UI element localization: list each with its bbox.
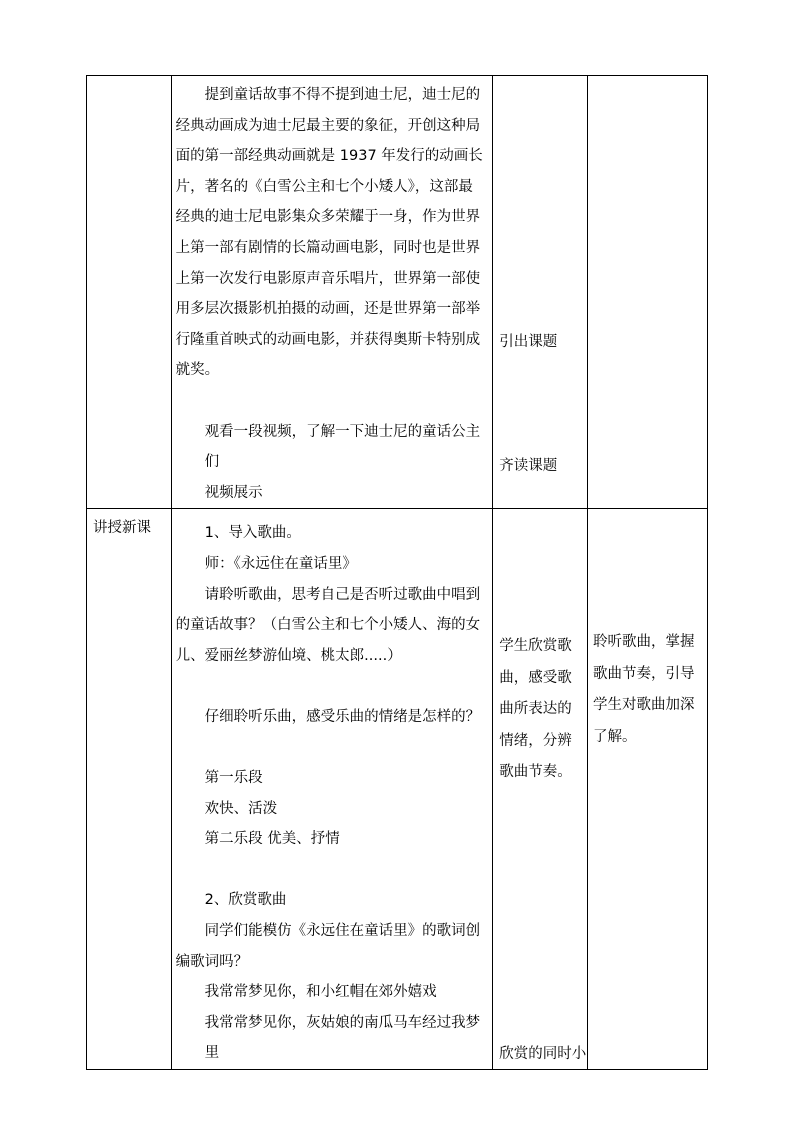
section-label [87,76,171,80]
teacher-activity-cell [171,76,493,509]
student-activity-text: 学生欣赏歌曲，感受歌曲所表达的情绪，分辨歌曲节奏。 [499,638,572,781]
student-activity-cell [493,509,588,1070]
question-paragraph: 同学们能模仿《永远住在童话里》的歌词创编歌词吗？ [175,923,481,970]
student-activity-text: 齐读课题 [499,458,558,474]
part-line: 第二乐段 优美、抒情 [204,831,340,848]
table-row [87,76,708,509]
section-label: 讲授新课 [93,520,151,537]
video-show-line: 视频展示 [204,484,263,501]
design-intent-cell [588,76,708,509]
design-intent-text: 聆听歌曲，掌握歌曲节奏，引导学生对歌曲加深了解。 [593,634,695,745]
teacher-activity-cell [171,509,493,1070]
lesson-plan-table [86,75,708,1070]
mood-line: 欢快、活泼 [204,800,278,817]
lyric-line: 我常常梦见你，灰姑娘的南瓜马车经过我梦里 [204,1014,481,1062]
question-line: 仔细聆听乐曲，感受乐曲的情绪是怎样的？ [204,708,481,725]
item-heading: 1、导入歌曲。 [204,525,301,542]
section-cell [87,509,172,1070]
lyric-line: 我常常梦见你，和小红帽在郊外嬉戏 [204,984,437,1001]
item-heading: 2、欣赏歌曲 [204,892,287,909]
teacher-line: 师：《永远住在童话里》 [204,555,357,572]
watch-video-line: 观看一段视频，了解一下迪士尼的童话公主们 [204,423,481,471]
intro-paragraph: 提到童话故事不得不提到迪士尼，迪士尼的经典动画成为迪士尼最主要的象征，开创这种局面的第一部经典动画就是 1937 年发行的动画长片，著名的《白雪公主和七个小矮人》，这部最经典的迪士尼电影集众多荣耀于一身，作为世界上第一部有剧情的长篇动画电影，同时也是世界上第一次发行电影原声音乐唱片，世界第一部使用多层次摄影机拍摄的动画，还是世界第一部举行隆重首映式的动画电影，并获得奥斯卡特别成就奖。 [175,87,483,379]
student-activity-text: 引出课题 [499,334,558,350]
student-activity-cell [493,76,588,509]
design-intent-cell [588,509,708,1070]
part-line: 第一乐段 [204,770,263,787]
design-intent-text [588,76,707,194]
section-cell [87,76,172,509]
question-paragraph: 请聆听歌曲，思考自己是否听过歌曲中唱到的童话故事？（白雪公主和七个小矮人、海的女儿、爱丽丝梦游仙境、桃太郎.....） [175,586,481,664]
student-activity-text: 欣赏的同时小 [499,1046,587,1063]
table-row [87,509,708,1070]
